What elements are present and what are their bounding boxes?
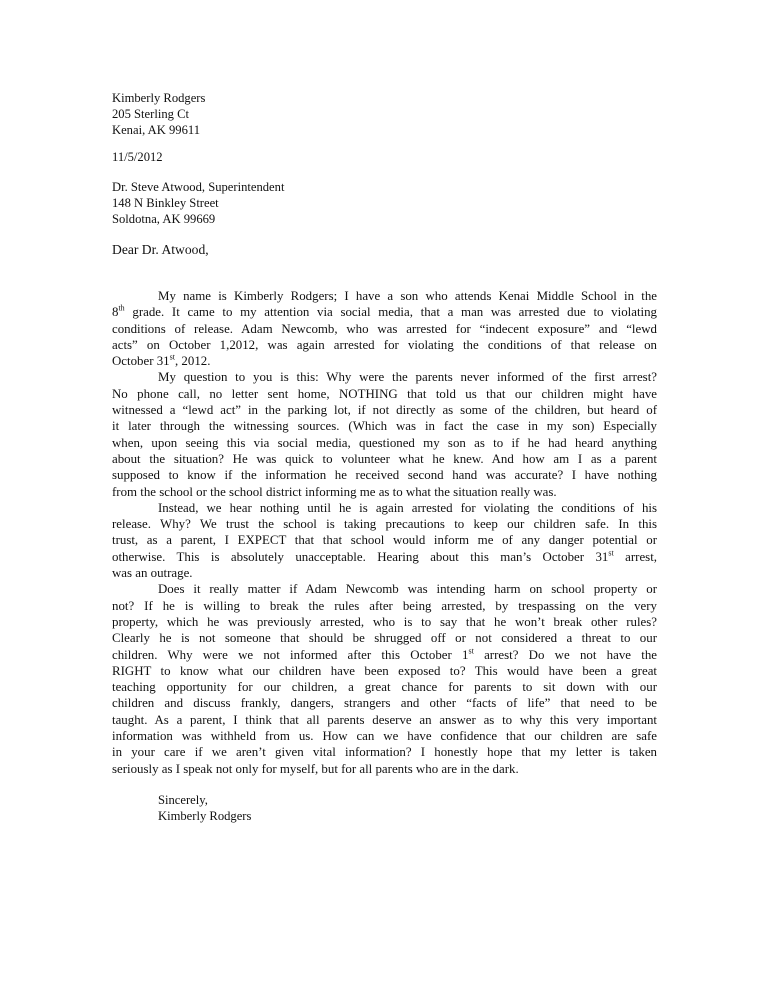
sender-street: 205 Sterling Ct xyxy=(112,107,189,122)
body-line: October 31st, 2012. xyxy=(112,352,211,369)
body-line: seriously as I speak not only for myself, but for all parents who are in the dark. xyxy=(112,761,519,776)
body-line: taught. As a parent, I think that all parents deserve an answer as to why this very important xyxy=(112,712,657,727)
body-line: children and discuss frankly, dangers, strangers and other “facts of life” that need to be xyxy=(112,696,657,711)
ordinal-superscript: st xyxy=(608,548,614,558)
body-line: Clearly he is not someone that should be shrugged off or not considered a threat to our xyxy=(112,631,657,646)
body-line: Instead, we hear nothing until he is again arrested for violating the conditions of his xyxy=(158,500,657,515)
closing-block xyxy=(158,792,251,824)
body-line: otherwise. This is absolutely unacceptable. Hearing about this man’s October 31st arrest, xyxy=(112,548,657,564)
body-line: RIGHT to know what our children have been exposed to? This would have been a great xyxy=(112,663,657,678)
sender-city-state-zip: Kenai, AK 99611 xyxy=(112,123,201,138)
body-line: it later through the witnessing sources. (Which was in fact the case in my son) Especially xyxy=(112,419,657,434)
signature-name: Kimberly Rodgers xyxy=(158,809,252,824)
body-line: supposed to know if the information he received second hand was accurate? I have nothing xyxy=(112,468,657,483)
body-line: not? If he is willing to break the rules after being arrested, by trespassing on the very xyxy=(112,598,657,613)
ordinal-superscript: st xyxy=(468,646,474,656)
recipient-address xyxy=(112,179,284,228)
recipient-name-title: Dr. Steve Atwood, Superintendent xyxy=(112,180,285,194)
body-line: My name is Kimberly Rodgers; I have a son who attends Kenai Middle School in the xyxy=(158,289,657,303)
body-line: trust, as a parent, I EXPECT that that school would inform me of any danger potential or xyxy=(112,533,657,548)
body-line: witnessed a “lewd act” in the parking lot, if not directly as some of the children, but heard of xyxy=(112,403,657,418)
body-line: was an outrage. xyxy=(112,566,193,581)
salutation: Dear Dr. Atwood, xyxy=(112,242,209,257)
letter-body xyxy=(112,288,657,777)
body-line: about the situation? He was quick to volunteer what he knew. And how am I as a parent xyxy=(112,451,657,466)
letter-date: 11/5/2012 xyxy=(112,150,163,164)
letter-date-block xyxy=(112,149,163,165)
body-line: in your care if we aren’t given vital information? I honestly hope that my letter is taken xyxy=(112,745,657,760)
body-line: teaching opportunity for our children, a great chance for parents to sit down with our xyxy=(112,680,657,695)
body-line: 8th grade. It came to my attention via social media, that a man was arrested due to violating xyxy=(112,304,657,320)
ordinal-superscript: st xyxy=(169,352,175,362)
body-line: acts” on October 1,2012, was again arrested for violating the conditions of that release on xyxy=(112,337,657,352)
body-line: from the school or the school district informing me as to what the situation really was. xyxy=(112,484,557,499)
body-line: No phone call, no letter sent home, NOTHING that told us that our children might have xyxy=(112,386,657,401)
body-line: Does it really matter if Adam Newcomb was intending harm on school property or xyxy=(158,582,657,597)
ordinal-superscript: th xyxy=(118,304,125,313)
body-line: when, upon seeing this via social media, questioned my son as to if he had heard anything xyxy=(112,435,657,450)
recipient-street: 148 N Binkley Street xyxy=(112,196,219,211)
body-line: property, which he was previously arrested, who is to say that he won’t break other rules? xyxy=(112,614,657,629)
body-line: My question to you is this: Why were the parents never informed of the first arrest? xyxy=(158,370,657,385)
sender-address xyxy=(112,90,205,139)
valediction: Sincerely, xyxy=(158,793,208,807)
recipient-city-state-zip: Soldotna, AK 99669 xyxy=(112,212,216,227)
body-line: conditions of release. Adam Newcomb, who was arrested for “indecent exposure” and “lewd xyxy=(112,321,657,336)
sender-name: Kimberly Rodgers xyxy=(112,91,206,105)
body-line: information was withheld from us. How can we have confidence that our children are safe xyxy=(112,729,657,744)
body-line: children. Why were we not informed after this October 1st arrest? Do we not have the xyxy=(112,646,658,662)
body-line: release. Why? We trust the school is taking precautions to keep our children safe. In this xyxy=(112,517,657,532)
